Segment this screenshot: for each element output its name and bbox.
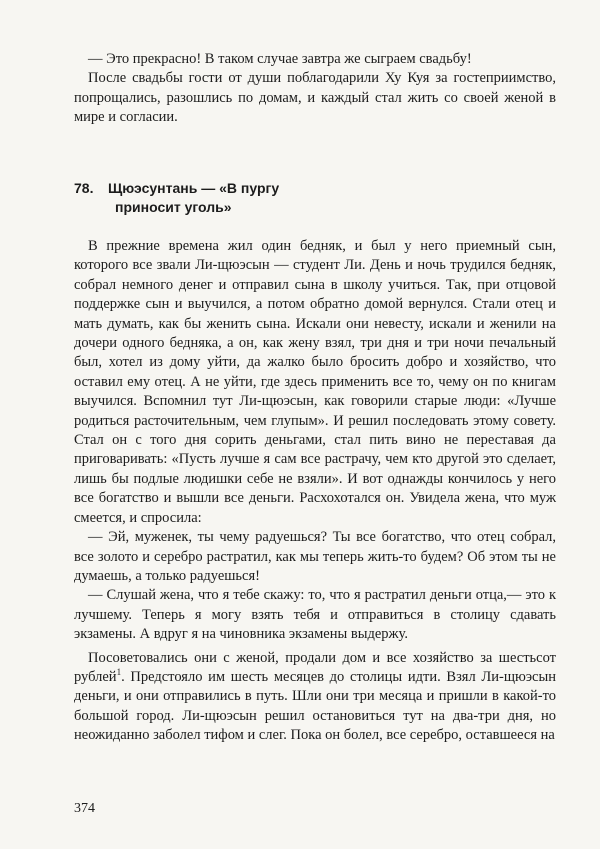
paragraph-text: Посоветовались они с женой, продали дом и все хозяйство за шестьсот рублей bbox=[74, 649, 556, 685]
paragraph: В прежние времена жил один бедняк, и был у него приемный сын, которого все звали Ли-щюэсын — студент Ли. День и ночь трудился бедняк, собрал немного денег и отправил сына в школу учиться. Так, при отцовой поддержке сын и выучился, а потом обратно домой вернулся. Стали отец и мать думать, как бы женить сына. Искали они невесту, искали и женили на дочери одного бедняка, а он, как жену взял, три дня и три ночи печальный был, хотел из дому уйти, да жалко было бросить добро и хозяйство, что оставил ему отец. А не уйти, где здесь применить все то, чему он по книгам выучился. Вспомнил тут Ли-щюэсын, как говорили старые люди: «Лучше родиться расточительным, чем глупым». И решил последовать этому совету. Стал он с того дня сорить деньгами, стал пить вино не переставая да приговаривать: «Пусть лучше я сам все растрачу, чем кто другой это сделает, лишь бы подлые людишки себе не взяли». И вот однажды кончилось у него все богатство и вышли все деньги. Расхохотался он. Увидела жена, что муж смеется, и спросила: bbox=[74, 238, 556, 526]
paragraph: — Эй, муженек, ты чему радуешься? Ты все богатство, что отец собрал, все золото и серебро растратил, как мы теперь жить-то будем? Об этом ты не думаешь, а только радуешься! bbox=[74, 529, 556, 584]
previous-story-ending bbox=[74, 50, 556, 128]
chapter-title-line1: Щюэсунтань — «В пургу bbox=[108, 180, 280, 196]
chapter-title-line2: приносит уголь» bbox=[115, 199, 232, 215]
chapter-number: 78. bbox=[74, 180, 94, 196]
paragraph: — Слушай жена, что я тебе скажу: то, что я растратил деньги отца,— это к лучшему. Теперь я могу взять тебя и отправиться в столицу сдавать экзамены. А вдруг я на чиновника экзамены выдержу. bbox=[74, 587, 556, 643]
story-body bbox=[74, 237, 556, 746]
footnote-marker[interactable]: 1 bbox=[116, 667, 122, 678]
paragraph-with-footnote bbox=[74, 649, 556, 746]
paragraph: После свадьбы гости от души поблагодарили Ху Куя за гостеприимство, попрощались, разошлись по домам, и каждый стал жить со своей женой в мире и согласии. bbox=[74, 70, 556, 126]
paragraph: — Это прекрасно! В таком случае завтра же сыграем свадьбу! bbox=[88, 51, 472, 67]
paragraph-text: . Предстояло им шесть месяцев до столицы идти. Взял Ли-щюэсын деньги, и они отправились в путь. Шли они три месяца и пришли в какой-то большой город. Ли-щюэсын решил остановиться тут на два-три дня, но неожиданно заболел тифом и слег. Пока он болел, все серебро, оставшееся на bbox=[74, 668, 556, 744]
chapter-heading bbox=[74, 179, 279, 217]
page-number: 374 bbox=[74, 801, 95, 816]
